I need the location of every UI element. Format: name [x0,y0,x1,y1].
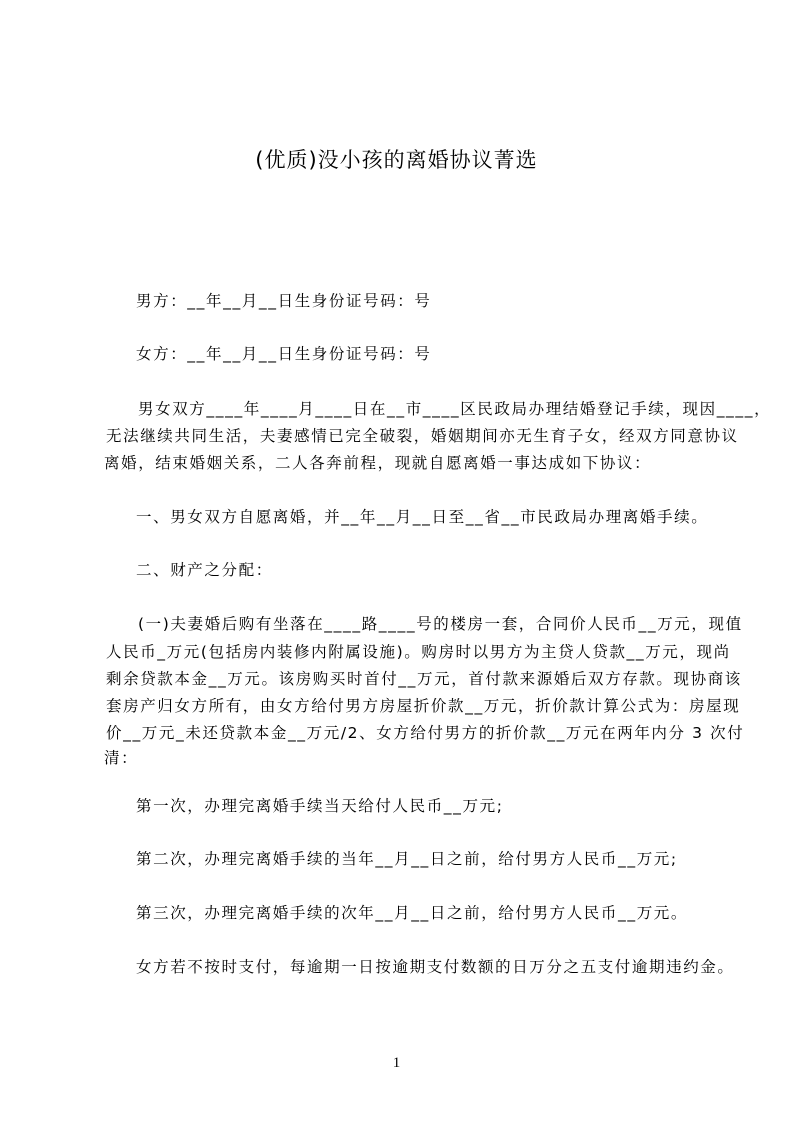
paragraph-intro-line: 男女双方____年____月____日在__市____区民政局办理结婚登记手续，现因____， [138,400,772,418]
late-payment-penalty: 女方若不按时支付，每逾期一日按逾期支付数额的日万分之五支付逾期违约金。 [136,958,735,976]
paragraph-male-party: 男方：__年__月__日生身份证号码：号 [136,292,432,310]
document-title: (优质)没小孩的离婚协议菁选 [255,148,538,172]
property-line: 价__万元_未还贷款本金__万元/2、女方给付男方的折价款__万元在两年内分 3 次付 [106,724,745,742]
paragraph-intro-line: 离婚，结束婚姻关系，二人各奔前程，现就自愿离婚一事达成如下协议： [104,454,652,472]
payment-second: 第二次，办理完离婚手续的当年__月__日之前，给付男方人民币__万元; [136,850,678,868]
clause-one: 一、男女双方自愿离婚，并__年__月__日至__省__市民政局办理离婚手续。 [136,508,709,526]
property-line: 人民币_万元(包括房内装修内附属设施)。购房时以男方为主贷人贷款__万元，现尚 [106,643,731,661]
paragraph-female-party: 女方：__年__月__日生身份证号码：号 [136,345,432,363]
payment-first: 第一次，办理完离婚手续当天给付人民币__万元; [136,797,504,815]
property-line: 清： [104,749,139,767]
clause-two-heading: 二、财产之分配： [136,561,273,579]
payment-third: 第三次，办理完离婚手续的次年__月__日之前，给付男方人民币__万元。 [136,904,689,922]
paragraph-intro-line: 无法继续共同生活，夫妻感情已完全破裂，婚姻期间亦无生育子女，经双方同意协议 [106,427,739,445]
page-number: 1 [392,1055,401,1071]
property-line: 剩余贷款本金__万元。该房购买时首付__万元，首付款来源婚后双方存款。现协商该 [106,670,742,688]
property-line: (一)夫妻婚后购有坐落在____路____号的楼房一套，合同价人民币__万元，现值 [138,615,743,633]
property-line: 套房产归女方所有，由女方给付男方房屋折价款__万元，折价款计算公式为：房屋现 [106,697,741,715]
